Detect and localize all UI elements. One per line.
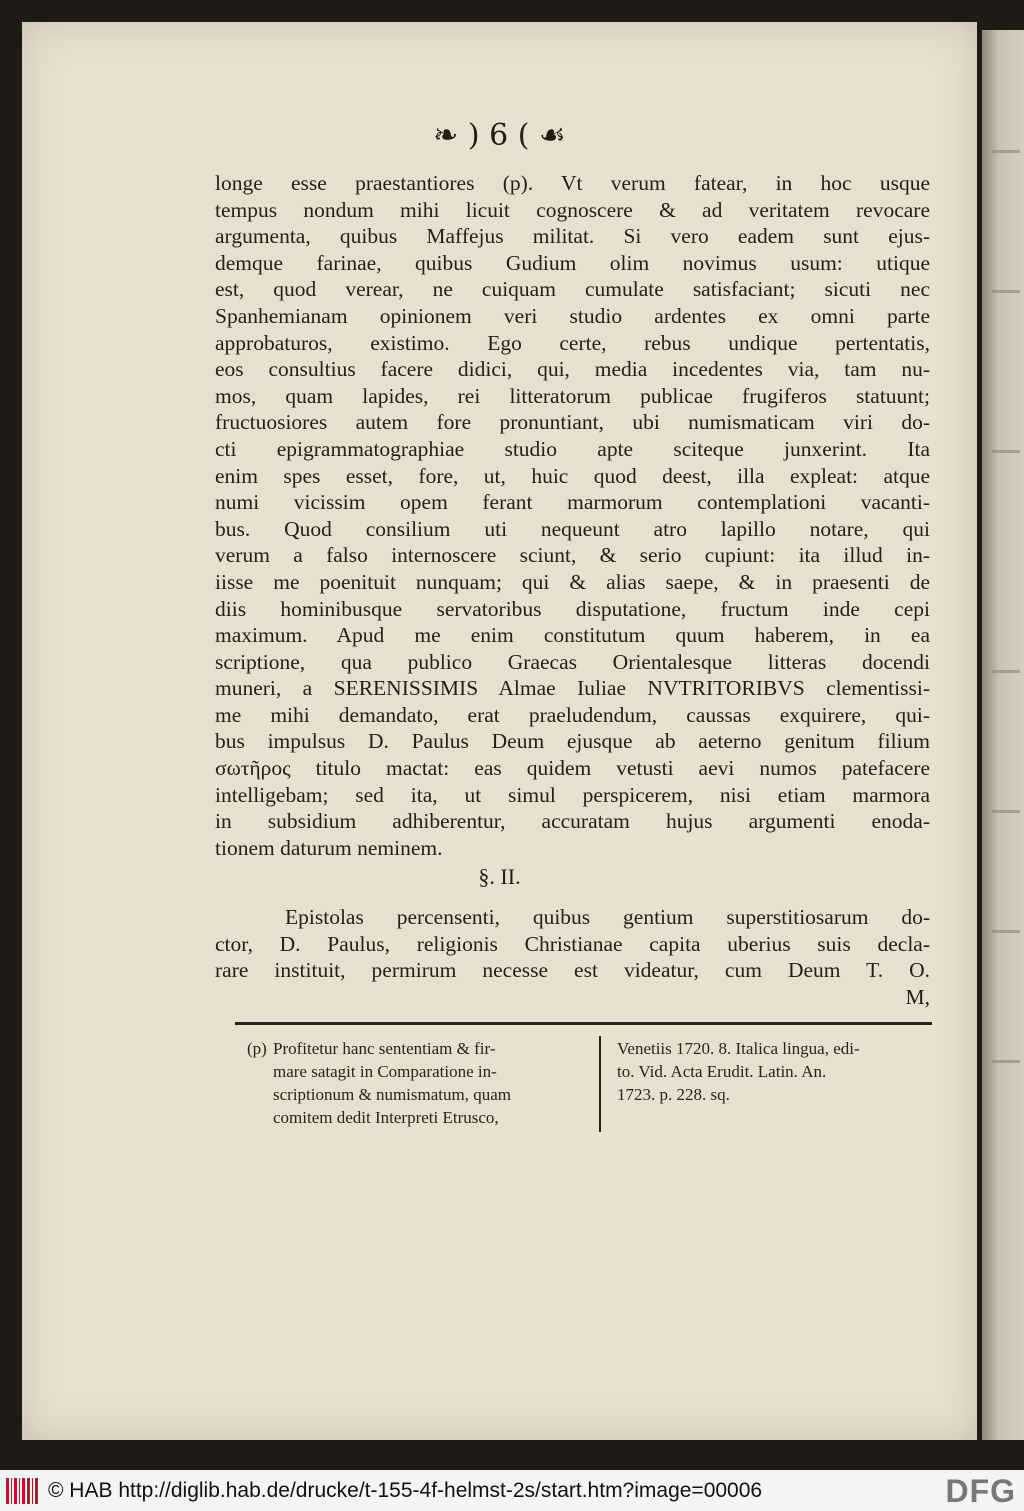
text-line: scriptione, qua publico Graecas Orientalesque litteras docendi xyxy=(215,649,930,674)
next-page-edge xyxy=(982,30,1024,1440)
text-line: enim spes esset, fore, ut, huic quod deest, illa expleat: atque xyxy=(215,463,930,488)
text-line: est, quod verear, ne cuiquam cumulate satisfaciant; sicuti nec xyxy=(215,277,930,302)
footnote-left-column xyxy=(247,1037,592,1129)
body-text xyxy=(215,170,930,861)
text-line: argumenta, quibus Maffejus militat. Si vero eadem sunt ejus- xyxy=(215,224,930,249)
text-line: intelligebam; sed ita, ut simul perspicerem, nisi etiam marmora xyxy=(215,782,930,807)
footnote-rule xyxy=(235,1022,932,1025)
footnote-line: Venetiis 1720. 8. Italica lingua, edi- xyxy=(617,1039,860,1058)
footnote-line: to. Vid. Acta Erudit. Latin. An. xyxy=(617,1062,827,1081)
text-line: tempus nondum mihi licuit cognoscere & ad veritatem revocare xyxy=(215,197,930,222)
text-line: me mihi demandato, erat praeludendum, caussas exquirere, qui- xyxy=(215,702,930,727)
text-line: mos, quam lapides, rei litteratorum publicae frugiferos statuunt; xyxy=(215,383,930,408)
barcode-icon xyxy=(6,1478,38,1504)
text-line: approbaturos, existimo. Ego certe, rebus undique pertentatis, xyxy=(215,330,930,355)
text-line: ctor, D. Paulus, religionis Christianae capita uberius suis decla- xyxy=(215,931,930,956)
book-page xyxy=(22,22,977,1440)
copyright-link[interactable]: © HAB http://diglib.hab.de/drucke/t-155-4f-helmst-2s/start.htm?image=00006 xyxy=(48,1478,763,1502)
text-line: muneri, a SERENISSIMIS Almae Iuliae NVTRITORIBVS clementissi- xyxy=(215,676,930,701)
text-line: Epistolas percensenti, quibus gentium superstitiosarum do- xyxy=(285,905,930,929)
viewer-footer xyxy=(0,1470,1024,1511)
footnote-line: Profitetur hanc sententiam & fir- xyxy=(273,1039,496,1058)
text-line: maximum. Apud me enim constitutum quum haberem, in ea xyxy=(215,623,930,648)
text-line: demque farinae, quibus Gudium olim novimus usum: utique xyxy=(215,250,930,275)
text-line: eos consultius facere didici, qui, media incedentes via, tam nu- xyxy=(215,357,930,382)
footnote-column-divider xyxy=(599,1036,601,1132)
footnote-line: comitem dedit Interpreti Etrusco, xyxy=(273,1108,499,1127)
text-line: cti epigrammatographiae studio apte sciteque junxerint. Ita xyxy=(215,436,930,461)
text-line: rare instituit, permirum necesse est videatur, cum Deum T. O. xyxy=(215,958,930,983)
text-line: diis hominibusque servatoribus disputatione, fructum inde cepi xyxy=(215,596,930,621)
text-line: Spanhemianam opinionem veri studio ardentes ex omni parte xyxy=(215,303,930,328)
text-line: iisse me poenituit nunquam; qui & alias saepe, & in praesenti de xyxy=(215,569,930,594)
footnote-line: 1723. p. 228. sq. xyxy=(617,1085,730,1104)
text-line: in subsidium adhiberentur, accuratam hujus argumenti enoda- xyxy=(215,809,930,834)
footnote-right-column xyxy=(617,1037,932,1106)
footnote-marker: (p) xyxy=(247,1039,267,1058)
running-head: ❧ ) 6 ( ☙ xyxy=(433,118,566,153)
text-line: tionem daturum neminem. xyxy=(215,835,443,860)
text-line: σωτῆρος titulo mactat: eas quidem vetusti aevi numos patefacere xyxy=(215,756,930,781)
section-paragraph xyxy=(215,904,930,1010)
text-line: longe esse praestantiores (p). Vt verum fatear, in hoc usque xyxy=(215,171,930,195)
section-heading: §. II. xyxy=(478,864,521,889)
text-line: verum a falso internoscere sciunt, & serio cupiunt: ita illud in- xyxy=(215,543,930,568)
text-line: bus. Quod consilium uti nequeunt atro lapillo notare, qui xyxy=(215,516,930,541)
text-line: fructuosiores autem fore pronuntiant, ubi numismaticam viri do- xyxy=(215,410,930,435)
footnote-line: scriptionum & numismatum, quam xyxy=(273,1085,511,1104)
text-line: numi vicissim opem ferant marmorum contemplationi vacanti- xyxy=(215,490,930,515)
dfg-logo: DFG xyxy=(945,1473,1016,1509)
text-line: bus impulsus D. Paulus Deum ejusque ab aeterno genitum filium xyxy=(215,729,930,754)
footnote-line: mare satagit in Comparatione in- xyxy=(273,1062,497,1081)
catchword: M, xyxy=(905,984,930,1009)
